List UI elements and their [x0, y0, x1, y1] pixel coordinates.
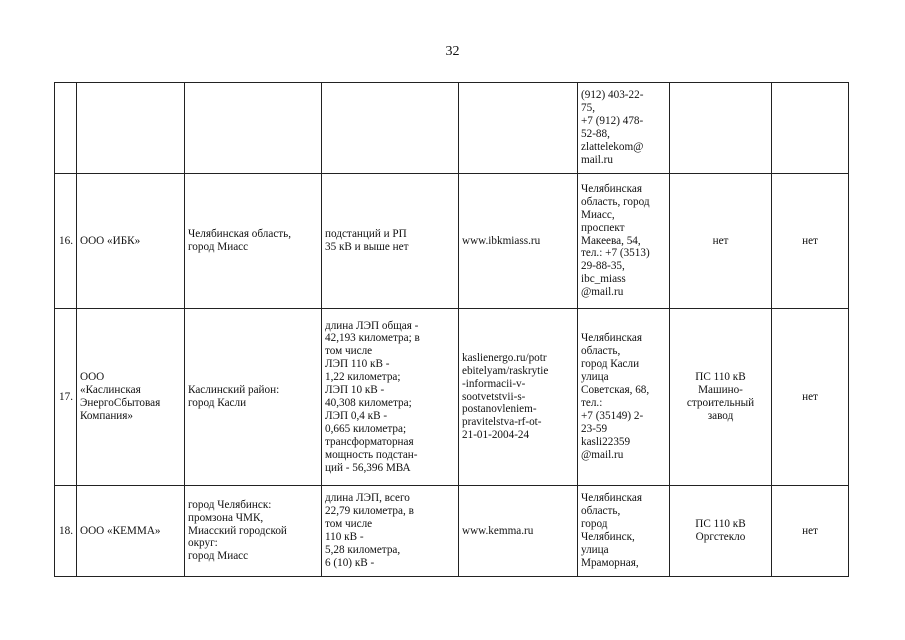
substation-cell	[670, 83, 772, 174]
network-capacity-cell: длина ЛЭП, всего 22,79 километра, в том числе 110 кВ - 5,28 километра, 6 (10) кВ -	[322, 486, 459, 577]
service-area-cell: Челябинская область, город Миасс	[185, 174, 322, 309]
website-cell	[459, 83, 578, 174]
extra-cell: нет	[772, 309, 849, 486]
page-number: 32	[445, 44, 460, 59]
contacts-cell: (912) 403-22- 75, +7 (912) 478- 52-88, zlattelekom@ mail.ru	[578, 83, 670, 174]
row-number-cell: 17.	[55, 309, 77, 486]
network-capacity-cell: длина ЛЭП общая - 42,193 километра; в том числе ЛЭП 110 кВ - 1,22 километра; ЛЭП 10 кВ - 40,308 километра; ЛЭП 0,4 кВ - 0,665 километра; трансформаторная мощность подстан- ций - 56,396 МВА	[322, 309, 459, 486]
substation-cell: ПС 110 кВ Оргстекло	[670, 486, 772, 577]
substation-cell: ПС 110 кВ Машино- строительный завод	[670, 309, 772, 486]
website-cell: www.kemma.ru	[459, 486, 578, 577]
table-row	[55, 174, 849, 309]
extra-cell	[772, 83, 849, 174]
organization-cell	[77, 83, 185, 174]
row-number-cell: 18.	[55, 486, 77, 577]
extra-cell: нет	[772, 174, 849, 309]
table-row	[55, 83, 849, 174]
row-number-cell	[55, 83, 77, 174]
contacts-cell: Челябинская область, город Миасс, проспект Макеева, 54, тел.: +7 (3513) 29-88-35, ibc_miass @mail.ru	[578, 174, 670, 309]
website-cell: kaslienergo.ru/potr ebitelyam/raskrytie -informacii-v- sootvetstvii-s- postanovleniem- pravitelstva-rf-ot- 21-01-2004-24	[459, 309, 578, 486]
service-area-cell: Каслинский район: город Касли	[185, 309, 322, 486]
organization-cell: ООО «ИБК»	[77, 174, 185, 309]
organization-cell: ООО «Каслинская ЭнергоСбытовая Компания»	[77, 309, 185, 486]
contacts-cell: Челябинская область, город Касли улица Советская, 68, тел.: +7 (35149) 2- 23-59 kasli22359 @mail.ru	[578, 309, 670, 486]
network-organizations-table	[54, 82, 849, 577]
network-capacity-cell: подстанций и РП 35 кВ и выше нет	[322, 174, 459, 309]
service-area-cell	[185, 83, 322, 174]
extra-cell: нет	[772, 486, 849, 577]
network-capacity-cell	[322, 83, 459, 174]
service-area-cell: город Челябинск: промзона ЧМК, Миасский городской округ: город Миасс	[185, 486, 322, 577]
organization-cell: ООО «КЕММА»	[77, 486, 185, 577]
substation-cell: нет	[670, 174, 772, 309]
website-cell: www.ibkmiass.ru	[459, 174, 578, 309]
contacts-cell: Челябинская область, город Челябинск, улица Мраморная,	[578, 486, 670, 577]
table-row	[55, 486, 849, 577]
table-row	[55, 309, 849, 486]
row-number-cell: 16.	[55, 174, 77, 309]
